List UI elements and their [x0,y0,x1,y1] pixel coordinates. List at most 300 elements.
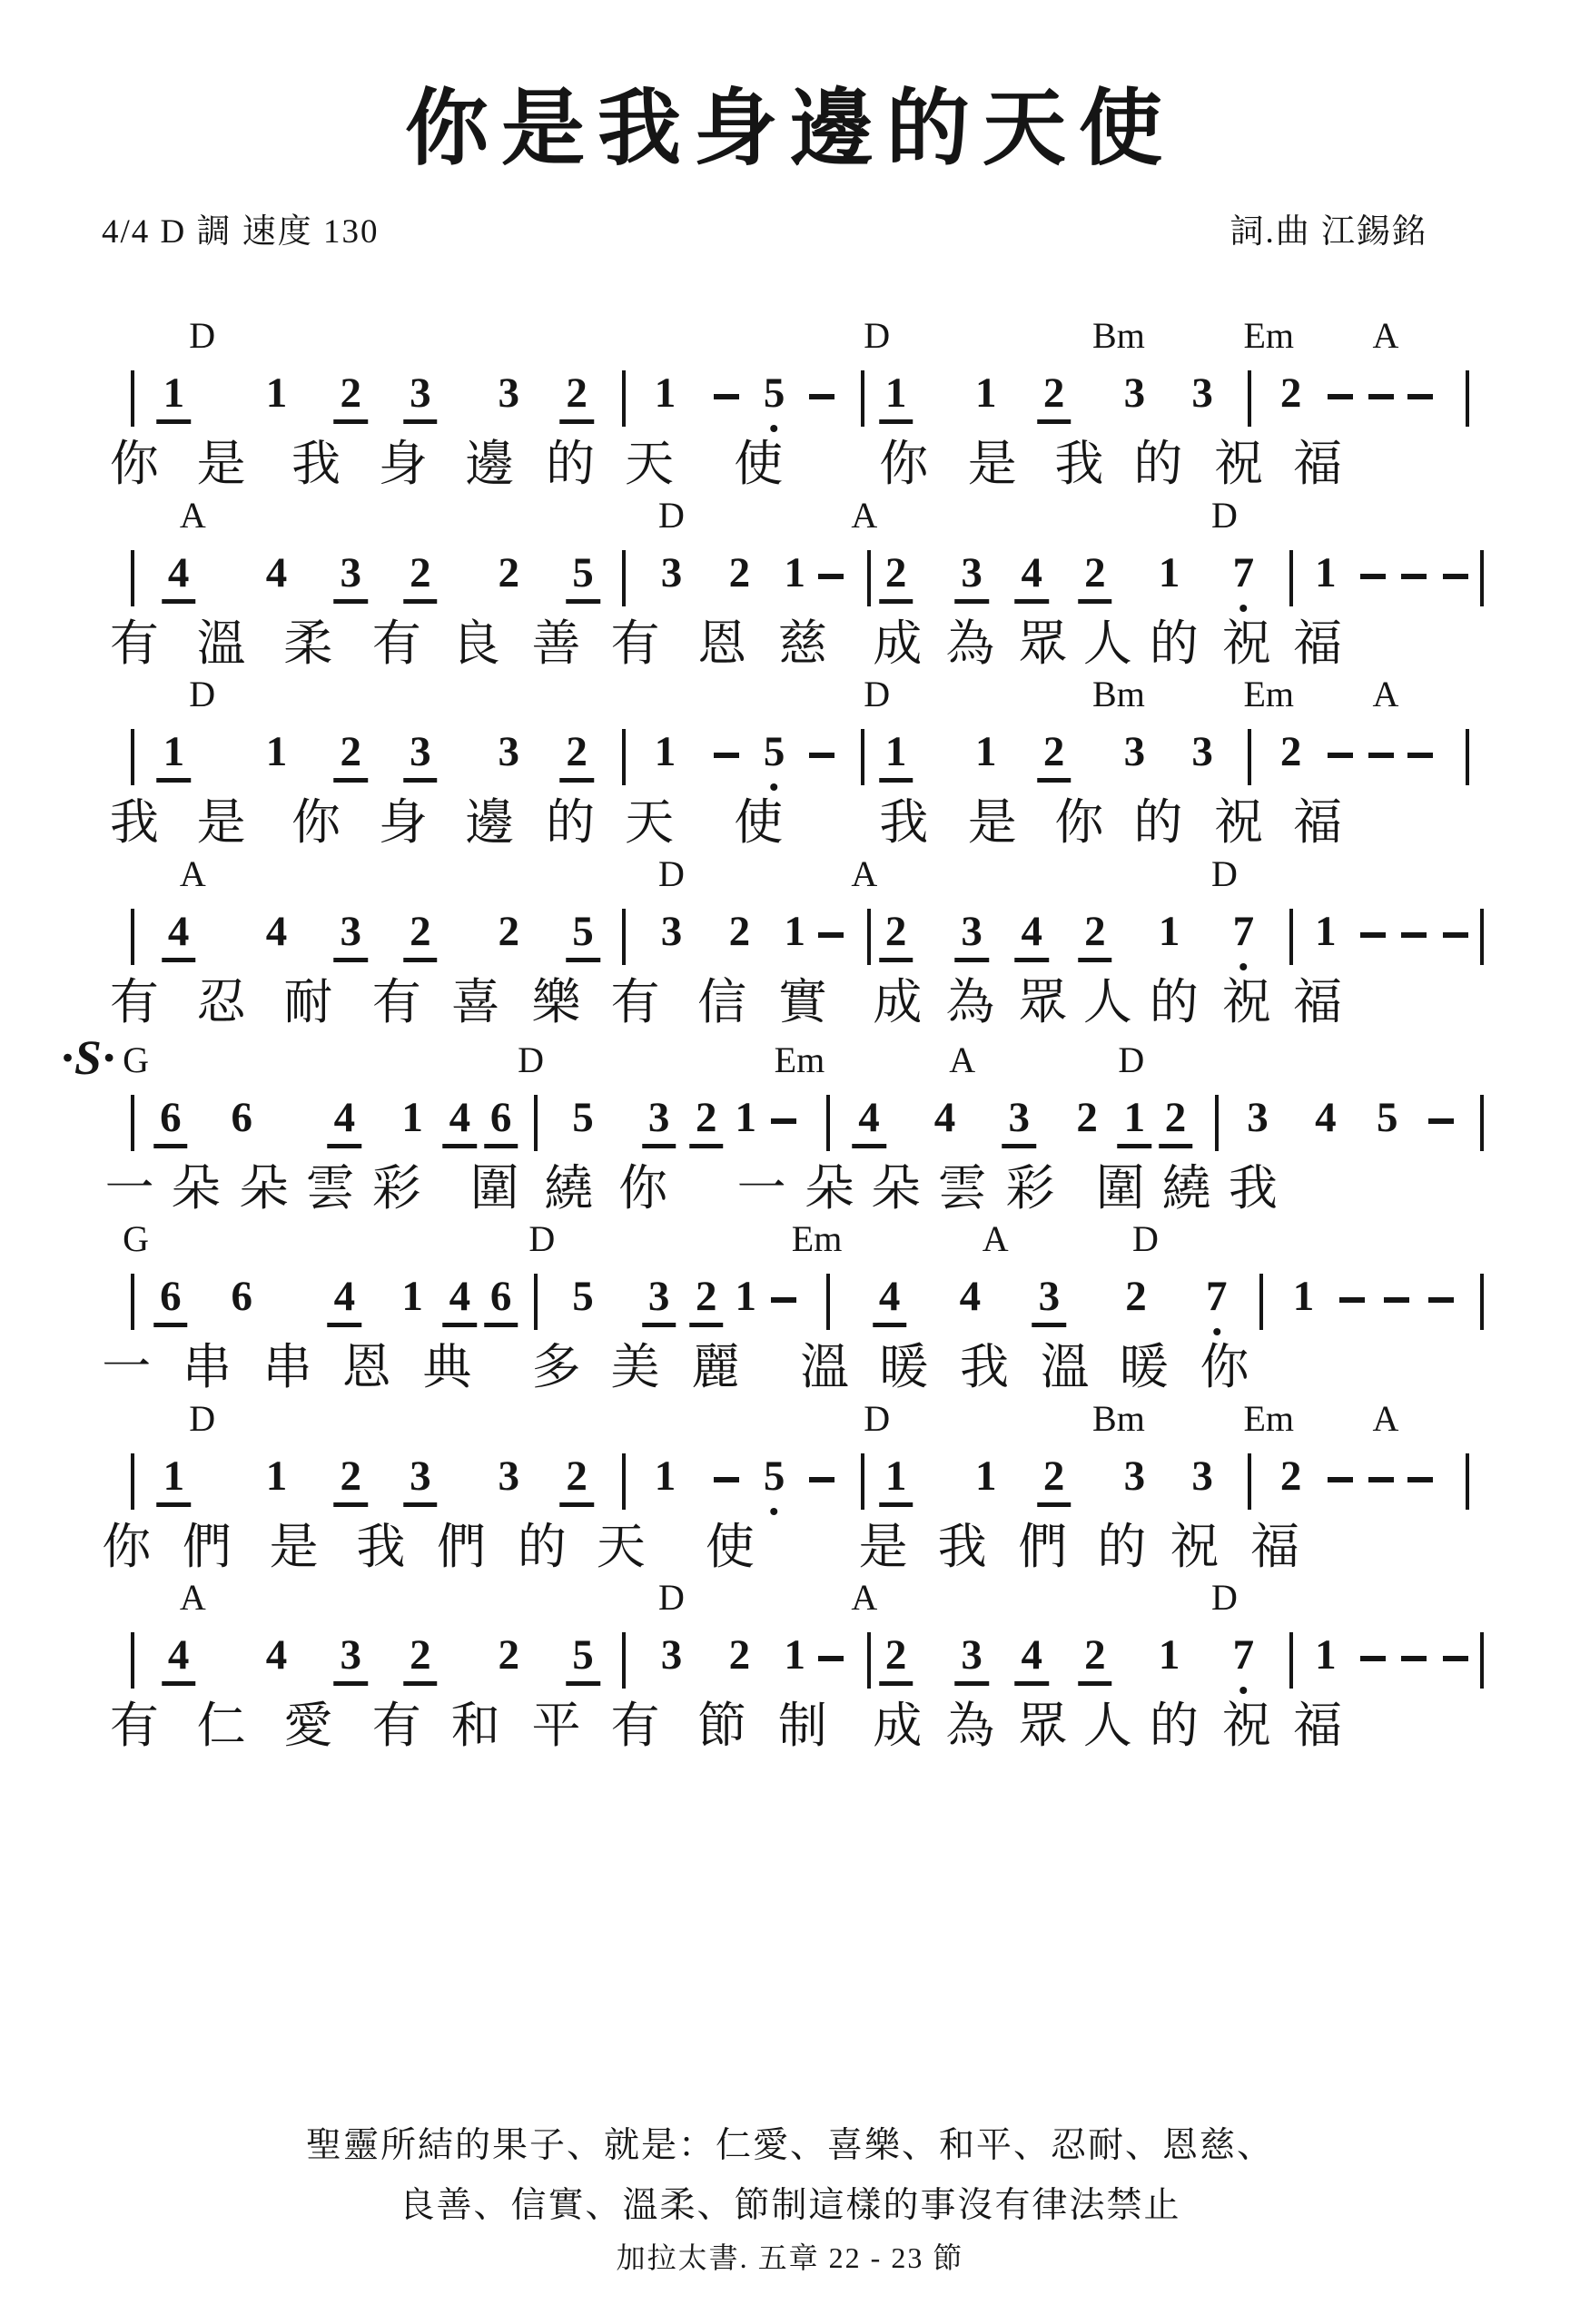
held-note-dash [818,932,844,938]
held-note-dash [818,574,844,579]
note-number: 3 [1247,1094,1269,1141]
barline [534,1095,538,1151]
note-number: 3 [1123,369,1146,417]
music-line-6 [0,1218,1580,1407]
lyric-char: 忍 [196,975,246,1029]
note-number: 6 [153,1097,188,1148]
note-number: 3 [1191,369,1213,417]
lyric-char: 我 [356,1520,406,1574]
note-number: 1 [157,372,192,424]
lyric-char: 的 [517,1520,567,1574]
note-number: 5 [566,1634,600,1686]
note-number: 2 [728,549,751,596]
lyric-char: 恩 [341,1340,391,1394]
lyric-char: 和 [450,1699,500,1753]
lyric-char: 是 [269,1520,319,1574]
note-number: 1 [1158,549,1180,596]
chord-label: D [1211,495,1238,536]
lyric-char: 的 [1149,616,1199,671]
music-line-3 [0,676,1580,862]
note-number: 4 [162,1634,196,1686]
note-number: 7 [1227,911,1261,958]
barline [622,1632,626,1689]
note-number: 1 [265,369,288,417]
lyric-char: 我 [1228,1161,1278,1216]
chord-label: D [658,853,685,894]
lyric-char: 人 [1082,975,1132,1029]
held-note-dash [1428,1297,1454,1303]
held-note-dash [1407,753,1433,758]
note-number: 1 [784,1631,805,1679]
note-number: 3 [498,369,520,417]
lyric-char: 繞 [1161,1161,1211,1216]
note-number: 1 [784,549,805,596]
note-number: 1 [401,1094,423,1141]
note-number: 2 [334,1455,369,1507]
low-octave-dot [771,783,778,791]
note-number: 2 [1037,1455,1071,1507]
note-number: 2 [498,1631,520,1679]
note-number: 4 [162,552,196,604]
lyric-char: 喜 [450,975,500,1029]
lyric-char: 身 [378,437,428,491]
lyric-char: 麗 [691,1340,741,1394]
barline [861,729,864,785]
note-number: 3 [1123,728,1146,775]
footer-verse-1: 聖靈所結的果子、就是：仁愛、喜樂、和平、忍耐、恩慈、 [305,2126,1274,2165]
chord-label: D [864,315,891,356]
lyric-char: 祝 [1214,795,1264,850]
lyric-char: 天 [625,437,675,491]
chord-label: D [189,315,216,356]
lyric-char: 是 [196,437,246,491]
chord-label: A [1372,674,1399,714]
note-number: 6 [231,1094,252,1141]
lyric-char: 使 [705,1520,755,1574]
chord-label: G [123,1218,150,1259]
chord-label: Em [1243,674,1294,714]
lyric-char: 有 [109,1699,159,1753]
lyric-char: 溫 [800,1340,850,1394]
barline [861,370,864,427]
lyric-char: 你 [879,437,929,491]
lyric-char: 是 [196,795,246,850]
lyric-char: 福 [1250,1520,1300,1574]
chord-label: D [189,1398,216,1439]
note-number: 3 [954,552,989,604]
note-number: 4 [1014,1634,1049,1686]
chord-label: Bm [1092,315,1145,356]
note-number: 5 [572,1273,594,1320]
chord-label: A [851,853,878,894]
lyric-char: 溫 [1040,1340,1090,1394]
lyric-char: 雲 [937,1161,987,1216]
note-number: 6 [484,1097,518,1148]
note-number: 1 [735,1273,757,1320]
lyric-char: 你 [1054,795,1104,850]
chord-label: A [179,1577,206,1618]
lyric-char: 我 [1054,437,1104,491]
lyric-char: 們 [1018,1520,1068,1574]
note-number: 6 [231,1273,252,1320]
barline [867,909,871,965]
held-note-dash [771,1297,796,1303]
note-number: 4 [873,1275,907,1327]
music-line-4 [0,853,1580,1042]
held-note-dash [714,1477,739,1482]
barline [861,1453,864,1510]
barline [1466,729,1469,785]
lyric-char: 溫 [196,616,246,671]
low-octave-dot [1239,963,1247,970]
lyric-char: 有 [610,975,660,1029]
note-number: 1 [1158,908,1180,955]
low-octave-dot [1213,1328,1220,1335]
held-note-dash [1407,1477,1433,1482]
note-number: 2 [1078,552,1112,604]
footer-reference: 加拉太書. 五章 22 - 23 節 [616,2241,964,2274]
lyric-char: 一 [736,1161,786,1216]
lyric-char: 邊 [465,437,515,491]
note-number: 1 [157,731,192,783]
note-number: 4 [265,908,288,955]
barline [131,550,134,606]
lyric-char: 們 [182,1520,232,1574]
note-number: 3 [403,1455,438,1507]
held-note-dash [1328,753,1353,758]
lyric-char: 祝 [1221,975,1271,1029]
note-number: 2 [403,911,438,962]
music-line-1 [0,315,1580,504]
note-number: 4 [1014,552,1049,604]
lyric-char: 暖 [1119,1340,1169,1394]
lyric-char: 朵 [171,1161,221,1216]
held-note-dash [1401,1656,1427,1661]
note-number: 2 [498,549,520,596]
held-note-dash [1401,574,1427,579]
note-number: 2 [1279,1452,1302,1500]
note-number: 3 [954,1634,989,1686]
note-number: 1 [157,1455,192,1507]
note-number: 1 [975,369,997,417]
note-number: 2 [1159,1097,1193,1148]
note-number: 2 [689,1275,724,1327]
note-number: 3 [334,911,369,962]
note-number: 1 [735,1094,757,1141]
lyric-char: 是 [967,437,1017,491]
lyric-char: 是 [858,1520,908,1574]
lyric-char: 眾 [1018,975,1068,1029]
note-number: 2 [1037,731,1071,783]
chord-label: D [528,1218,556,1259]
lyric-char: 人 [1082,1699,1132,1753]
lyric-char: 為 [945,1699,995,1753]
chord-label: A [949,1039,976,1080]
note-number: 2 [879,911,913,962]
note-number: 5 [572,1094,594,1141]
barline [826,1095,830,1151]
note-number: 2 [728,908,751,955]
barline [1466,1453,1469,1510]
note-number: 4 [443,1097,478,1148]
barline [131,1274,134,1330]
lyric-char: 平 [531,1699,581,1753]
music-line-5 [0,1030,1580,1228]
note-number: 2 [1279,369,1302,417]
barline [131,729,134,785]
barline [1289,550,1293,606]
held-note-dash [1368,1477,1394,1482]
note-number: 2 [334,372,369,424]
lyric-char: 身 [378,795,428,850]
lyric-char: 圍 [1095,1161,1145,1216]
lyric-char: 有 [610,616,660,671]
lyric-char: 使 [734,795,784,850]
lyric-char: 有 [371,975,421,1029]
held-note-dash [1443,574,1468,579]
held-note-dash [818,1656,844,1661]
lyric-char: 的 [546,795,596,850]
chord-label: D [658,1577,685,1618]
barline [1466,370,1469,427]
barline [534,1274,538,1330]
lyric-char: 我 [109,795,159,850]
note-number: 5 [1376,1094,1398,1141]
low-octave-dot [771,425,778,432]
note-number: 3 [498,728,520,775]
chord-label: D [1132,1218,1159,1259]
note-number: 3 [1191,728,1213,775]
lyric-char: 愛 [283,1699,333,1753]
low-octave-dot [1239,1687,1247,1694]
lyric-char: 暖 [879,1340,929,1394]
barline [1259,1274,1263,1330]
lyric-char: 彩 [1005,1161,1055,1216]
chord-label: D [1211,853,1238,894]
note-number: 2 [403,552,438,604]
lyric-char: 邊 [465,795,515,850]
lyric-char: 福 [1293,437,1343,491]
low-octave-dot [771,1508,778,1515]
note-number: 3 [660,908,683,955]
note-number: 3 [334,1634,369,1686]
held-note-dash [809,394,834,399]
chord-label: D [189,674,216,714]
lyric-char: 福 [1293,616,1343,671]
note-number: 4 [933,1094,956,1141]
lyric-char: 有 [109,616,159,671]
note-number: 2 [1076,1094,1098,1141]
note-number: 4 [443,1275,478,1327]
chord-label: A [179,853,206,894]
lyric-char: 有 [371,1699,421,1753]
note-number: 1 [1158,1631,1180,1679]
note-number: 4 [162,911,196,962]
held-note-dash [1428,1118,1454,1124]
note-number: 2 [559,731,594,783]
note-number: 4 [328,1275,362,1327]
lyric-char: 雲 [305,1161,355,1216]
held-note-dash [1339,1297,1365,1303]
barline [1289,909,1293,965]
held-note-dash [1401,932,1427,938]
chord-label: Em [774,1039,825,1080]
lyric-char: 慈 [777,616,827,671]
note-number: 2 [1078,911,1112,962]
note-number: 2 [334,731,369,783]
held-note-dash [714,753,739,758]
note-number: 1 [1315,549,1337,596]
lyric-char: 多 [531,1340,581,1394]
lyric-char: 福 [1293,975,1343,1029]
note-number: 7 [1227,1634,1261,1681]
song-title: 你是我身邊的天使 [404,83,1175,175]
note-number: 5 [757,372,792,419]
note-number: 4 [265,1631,288,1679]
lyric-char: 祝 [1170,1520,1220,1574]
note-number: 4 [959,1273,982,1320]
note-number: 1 [265,1452,288,1500]
barline [131,1453,134,1510]
note-number: 3 [642,1097,676,1148]
held-note-dash [714,394,739,399]
barline [1248,1453,1251,1510]
chord-label: D [658,495,685,536]
lyric-char: 的 [1149,975,1199,1029]
lyric-char: 你 [618,1161,668,1216]
barline [622,370,626,427]
note-number: 2 [1078,1634,1112,1686]
note-number: 3 [1123,1452,1146,1500]
lyric-char: 福 [1293,1699,1343,1753]
lyric-char: 恩 [697,616,747,671]
lyric-char: 我 [291,437,341,491]
lyric-char: 使 [734,437,784,491]
note-number: 1 [879,1455,913,1507]
music-line-8 [0,1577,1580,1766]
barline [1480,909,1484,965]
note-number: 2 [559,372,594,424]
lyric-char: 繞 [544,1161,594,1216]
held-note-dash [1368,753,1394,758]
chord-label: A [851,1577,878,1618]
barline [1248,370,1251,427]
note-number: 2 [728,1631,751,1679]
barline [1480,1632,1484,1689]
note-number: 3 [1191,1452,1213,1500]
lyric-char: 祝 [1221,1699,1271,1753]
lyric-char: 你 [291,795,341,850]
lyric-char: 柔 [283,616,333,671]
note-number: 1 [1315,908,1337,955]
chord-label: Em [791,1218,843,1259]
lyric-char: 一 [104,1161,154,1216]
barline [1215,1095,1219,1151]
note-number: 3 [403,372,438,424]
lyric-char: 天 [596,1520,646,1574]
lyric-char: 們 [437,1520,487,1574]
lyric-char: 為 [945,975,995,1029]
held-note-dash [1443,1656,1468,1661]
lyric-char: 實 [777,975,827,1029]
note-number: 7 [1200,1275,1234,1323]
note-number: 6 [153,1275,188,1327]
lyric-char: 成 [873,616,923,671]
note-number: 3 [403,731,438,783]
barline [867,550,871,606]
note-number: 5 [757,1455,792,1502]
composer-credit: 詞.曲 江錫銘 [1229,213,1427,251]
note-number: 5 [757,731,792,778]
lyric-char: 為 [945,616,995,671]
note-number: 3 [1032,1275,1067,1327]
chord-label: G [123,1039,150,1080]
barline [131,1632,134,1689]
note-number: 2 [879,552,913,604]
lyric-char: 你 [109,437,159,491]
note-number: 1 [1315,1631,1337,1679]
held-note-dash [1328,1477,1353,1482]
segno-mark: ·S· [61,1030,116,1085]
chord-label: A [982,1218,1009,1259]
lyric-char: 成 [873,975,923,1029]
note-number: 3 [954,911,989,962]
note-number: 1 [879,372,913,424]
barline [622,729,626,785]
note-number: 3 [334,552,369,604]
note-number: 4 [1014,911,1049,962]
lyric-char: 朵 [805,1161,854,1216]
chord-label: Bm [1092,674,1145,714]
lyric-char: 你 [102,1520,152,1574]
note-number: 7 [1227,552,1261,599]
lyric-char: 典 [422,1340,472,1394]
barline [1248,729,1251,785]
chord-label: A [851,495,878,536]
note-number: 2 [559,1455,594,1507]
chord-label: D [1211,1577,1238,1618]
note-number: 6 [484,1275,518,1327]
held-note-dash [1368,394,1394,399]
lyric-char: 有 [610,1699,660,1753]
held-note-dash [1360,1656,1386,1661]
low-octave-dot [1239,605,1247,612]
lyric-char: 朵 [239,1161,289,1216]
note-number: 2 [403,1634,438,1686]
chord-label: Bm [1092,1398,1145,1439]
held-note-dash [1443,932,1468,938]
held-note-dash [809,1477,834,1482]
chord-label: D [1118,1039,1145,1080]
note-number: 5 [566,911,600,962]
held-note-dash [771,1118,796,1124]
note-number: 2 [1125,1273,1147,1320]
lyric-char: 成 [873,1699,923,1753]
lyric-char: 你 [1200,1340,1249,1394]
music-line-7 [0,1398,1580,1587]
lyric-char: 的 [1149,1699,1199,1753]
chord-label: D [864,1398,891,1439]
note-number: 1 [401,1273,423,1320]
barline [826,1274,830,1330]
lyric-char: 樂 [531,975,581,1029]
music-line-2 [0,497,1580,684]
held-note-dash [1407,394,1433,399]
barline [1289,1632,1293,1689]
note-number: 1 [1118,1097,1152,1148]
note-number: 1 [1292,1273,1315,1320]
lyric-char: 朵 [871,1161,921,1216]
